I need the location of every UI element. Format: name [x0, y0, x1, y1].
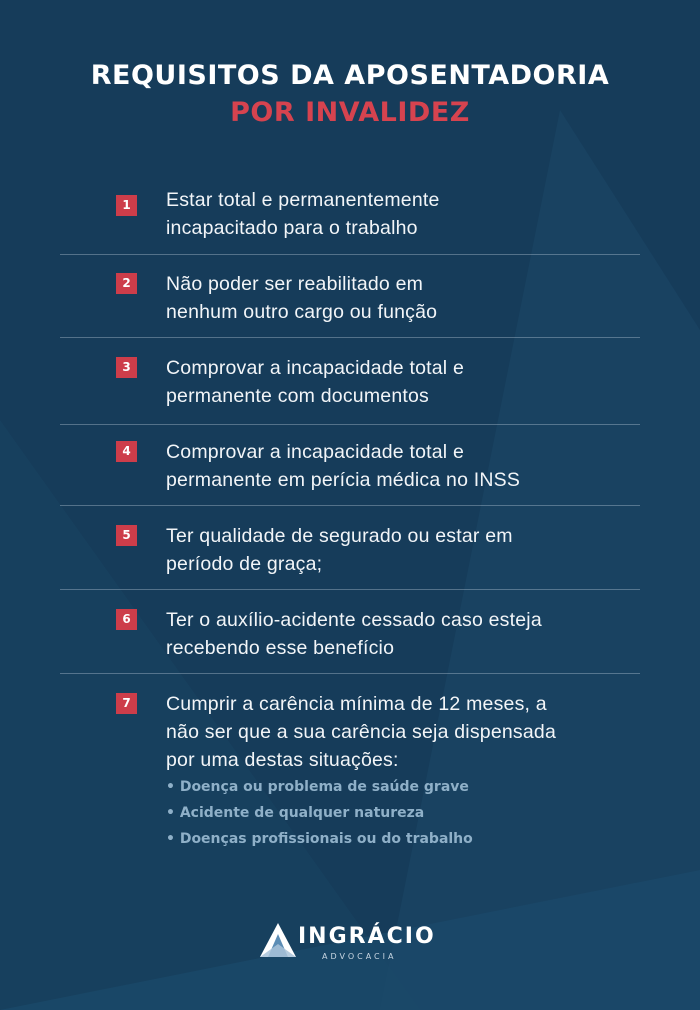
brand-logo — [0, 918, 700, 968]
requirement-text: Não poder ser reabilitado em nenhum outro cargo ou função — [166, 273, 438, 323]
number-badge: 1 — [116, 195, 137, 216]
requirement-text: Ter o auxílio-acidente cessado caso esteja recebendo esse benefício — [166, 609, 542, 659]
brand-subtitle: ADVOCACIA — [322, 952, 397, 961]
divider — [60, 337, 640, 338]
exception-item: • Doenças profissionais ou do trabalho — [166, 831, 473, 847]
number-badge: 5 — [116, 525, 137, 546]
divider — [60, 254, 640, 255]
divider — [60, 424, 640, 425]
requirement-text: Comprovar a incapacidade total e permanente em perícia médica no INSS — [166, 441, 521, 491]
divider — [60, 505, 640, 506]
number-badge: 2 — [116, 273, 137, 294]
exception-item: • Acidente de qualquer natureza — [166, 805, 425, 821]
triangle-logo-icon — [259, 922, 297, 958]
brand-name: INGRÁCIO — [298, 924, 436, 949]
number-badge: 3 — [116, 357, 137, 378]
exception-item: • Doença ou problema de saúde grave — [166, 779, 469, 795]
requirement-text: Estar total e permanentemente incapacitado para o trabalho — [166, 189, 440, 239]
requirement-text: Cumprir a carência mínima de 12 meses, a não ser que a sua carência seja dispensada por uma destas situações: — [166, 693, 556, 771]
number-badge: 7 — [116, 693, 137, 714]
requirement-text: Ter qualidade de segurado ou estar em período de graça; — [166, 525, 513, 575]
page-title: REQUISITOS DA APOSENTADORIA — [90, 60, 610, 91]
requirement-text: Comprovar a incapacidade total e permanente com documentos — [166, 357, 464, 407]
number-badge: 6 — [116, 609, 137, 630]
page-subtitle: POR INVALIDEZ — [230, 97, 470, 128]
number-badge: 4 — [116, 441, 137, 462]
divider — [60, 673, 640, 674]
divider — [60, 589, 640, 590]
